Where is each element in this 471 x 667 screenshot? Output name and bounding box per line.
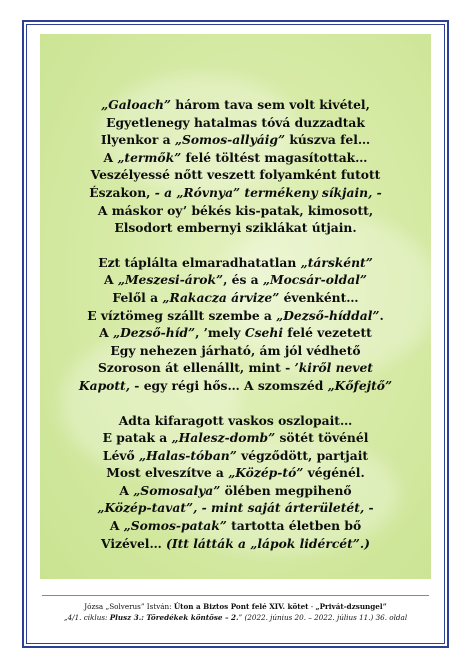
footer-line-2: „4/1. ciklus: Plusz 3.: Töredékek köntöse – 2.” (2022. június 20. – 2022. július 11.) 36. oldal (63, 613, 408, 622)
poem-line: „Galoach” három tava sem volt kivétel, (101, 97, 370, 112)
poem-line: Ezt táplálta elmaradhatatlan „társként” (98, 254, 373, 270)
poem-line: „Közép-tavat”, - mint saját árterületét, - (97, 500, 374, 516)
poem-line: Északon, - a „Róvnya” termékeny síkjain, - (89, 184, 382, 200)
poem-line: Kapott, - egy régi hős… A szomszéd „Kőfejtő” (78, 377, 393, 393)
poem-line: Most elveszítve a „Közép-tó” végénél. (106, 465, 365, 481)
poem-line: Adta kifaragott vaskos oszlopait… (118, 412, 353, 428)
poem-line: A „Somos-patak” tartotta életben bő (109, 518, 362, 534)
poem-line: Veszélyessé nőtt veszett folyamként futott (90, 167, 381, 183)
poem-line: Felől a „Rakacza árvize” évenként… (112, 289, 359, 305)
poem-line: A „Meszesi-árok”, és a „Mocsár-oldal” (104, 272, 367, 288)
poem (40, 96, 431, 569)
poem-line: Vizével… (Itt látták a „lápok lidércét”.) (101, 535, 370, 551)
poem-line: Elsodort embernyi sziklákat útjain. (114, 220, 357, 236)
poem-line: Lévő „Halas-tóban” végződött, partjait (102, 447, 369, 463)
poem-line: E patak a „Halesz-domb” sötét tövénél (102, 430, 369, 446)
poem-line: E víztömeg szállt szembe a „Dezső-híddal”. (87, 307, 384, 323)
poem-line: Egyetlenegy hatalmas tóvá duzzadtak (106, 114, 365, 130)
page-footer (30, 601, 441, 623)
footer-line-1: Józsa „Solverus” István: Úton a Biztos Pont felé XIV. kötet - „Privát-dzsungel” (84, 602, 387, 611)
poem-line: Szoroson át ellenállt, mint - ’kiről nevet (97, 360, 373, 376)
poem-line: A máskor oy’ békés kis-patak, kimosott, (97, 202, 374, 218)
stanza-3 (40, 412, 431, 553)
poem-line: Egy nehezen járható, ám jól védhető (110, 342, 361, 358)
poem-line: Ilyenkor a „Somos-allyáig” kúszva fel… (100, 132, 371, 148)
stanza-2 (40, 254, 431, 395)
poem-line: A „Dezső-híd”, ’mely Csehi felé vezetett (99, 325, 372, 341)
poem-line: A „Somosalya” ölében megpihenő (119, 482, 352, 498)
footer-divider (42, 595, 429, 596)
poem-line: A „termők” felé töltést magasítottak… (103, 149, 368, 165)
stanza-1 (40, 96, 431, 237)
